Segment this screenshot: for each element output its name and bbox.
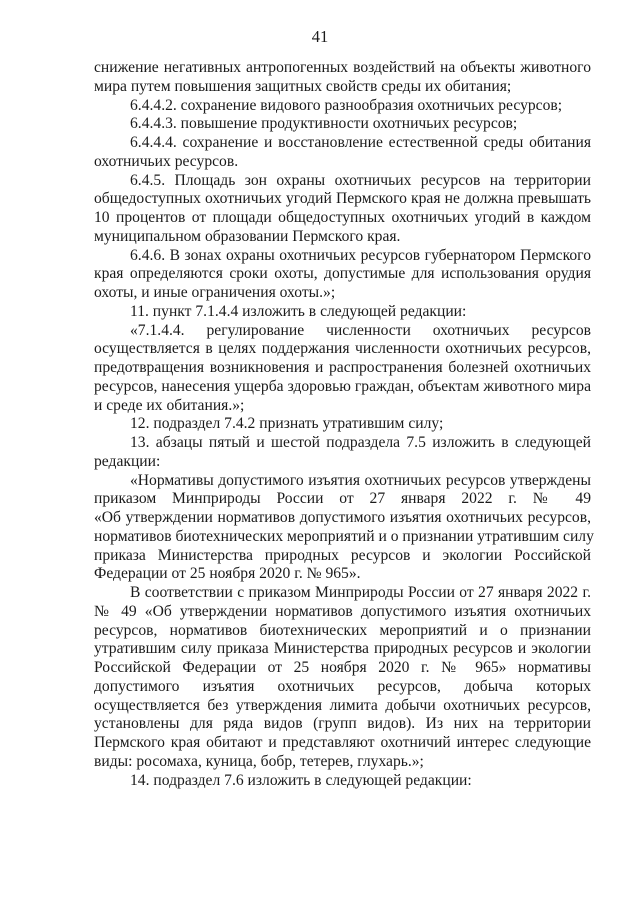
text-line: установлены для ряда видов (групп видов). Из них на территории [94,715,591,733]
text-line: Российской Федерации от 25 ноября 2020 г. № 965» нормативы [94,659,591,676]
text-line: виды: росомаха, куница, бобр, тетерев, глухарь.»; [94,752,424,770]
text-line: В соответствии с приказом Минприроды России от 27 января 2022 г. [130,584,591,601]
document-body [94,59,594,790]
text-line: ресурсов, нанесения ущерба здоровью граждан, объектам животного мира [94,377,591,395]
text-line: «Об утверждении нормативов допустимого изъятия охотничьих ресурсов, [94,509,591,526]
text-line: края определяются сроки охоты, допустимые для использования орудия [94,265,591,283]
text-line: осуществляется без утверждения лимита добычи охотничьих ресурсов, [94,696,591,714]
text-line: осуществляется в целях поддержания численности охотничьих ресурсов, [94,340,591,358]
text-line: Федерации от 25 ноября 2020 г. № 965». [94,565,361,583]
text-line: 11. пункт 7.1.4.4 изложить в следующей редакции: [130,302,467,320]
text-line: 13. абзацы пятый и шестой подраздела 7.5 изложить в следующей [130,434,591,451]
text-line: ресурсов, нормативов биотехнических мероприятий и о признании [94,621,591,639]
text-line: 12. подраздел 7.4.2 признать утратившим силу; [130,415,444,433]
text-line: охоты, и иные ограничения охоты.»; [94,284,336,301]
text-line: редакции: [94,452,161,470]
text-line: и среде их обитания.»; [94,396,245,414]
text-line: охотничьих ресурсов. [94,152,239,170]
text-line: «Нормативы допустимого изъятия охотничьих ресурсов утверждены [130,471,591,489]
text-line: 6.4.6. В зонах охраны охотничьих ресурсов губернатором Пермского [130,246,591,264]
text-line: муниципальном образовании Пермского края. [94,227,401,245]
text-line: предотвращения возникновения и распространения болезней охотничьих [94,359,591,376]
text-line: допустимого изъятия охотничьих ресурсов, добыча которых [94,677,591,695]
text-line: «7.1.4.4. регулирование численности охотничьих ресурсов [130,321,591,339]
text-line: 10 процентов от площади общедоступных охотничьих угодий в каждом [94,209,591,226]
text-line: приказа Министерства природных ресурсов и экологии Российской [94,546,591,564]
text-line: 6.4.4.4. сохранение и восстановление естественной среды обитания [130,134,591,151]
text-line: мира путем повышения защитных свойств среды их обитания; [94,77,512,95]
text-line: утратившим силу приказа Министерства природных ресурсов и экологии [94,640,591,658]
text-line: № 49 «Об утверждении нормативов допустимого изъятия охотничьих [94,602,591,620]
text-line: снижение негативных антропогенных воздействий на объекты животного [94,59,591,76]
text-line: 6.4.4.3. повышение продуктивности охотничьих ресурсов; [130,115,518,133]
text-line: 6.4.5. Площадь зон охраны охотничьих ресурсов на территории [130,171,591,189]
text-line: Пермского края обитают и представляют охотничий интерес следующие [94,734,591,751]
text-line: приказом Минприроды России от 27 января 2022 г. № 49 [94,490,591,508]
text-line: нормативов биотехнических мероприятий и о признании утратившим силу [94,527,594,545]
text-line: общедоступных охотничьих угодий Пермского края не должна превышать [94,190,591,208]
text-line: 14. подраздел 7.6 изложить в следующей редакции: [130,771,472,789]
text-line: 6.4.4.2. сохранение видового разнообразия охотничьих ресурсов; [130,96,563,114]
page-number: 41 [311,27,329,46]
